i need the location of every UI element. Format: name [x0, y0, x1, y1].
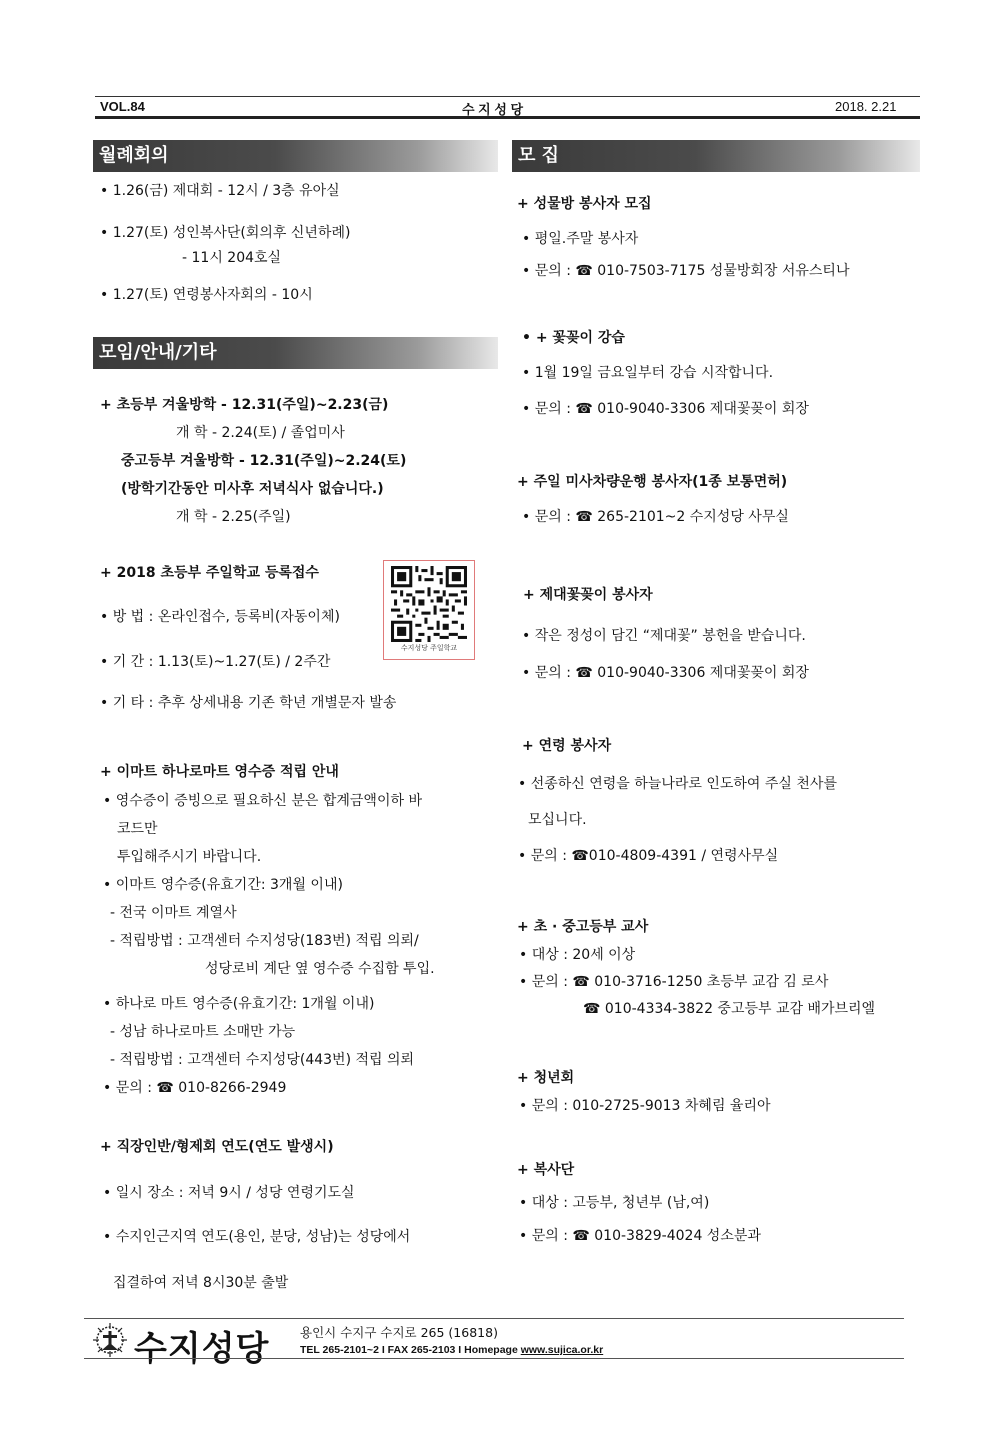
yeondo-heading: + 직장인반/형제회 연도(연도 발생시): [100, 1139, 334, 1155]
header-bottom-rule: [95, 116, 920, 119]
altar-flower-heading: + 제대꽃꽂이 봉사자: [523, 587, 653, 603]
header-top-rule: [95, 96, 920, 97]
section-meeting-title: 월례회의: [93, 140, 498, 172]
winter-no-dinner: (방학기간동안 미사후 저녁식사 없습니다.): [121, 481, 384, 497]
altar-server-contact: • 문의 : ☎ 010-3829-4024 성소분과: [519, 1228, 761, 1244]
contact-phone-fax: TEL 265-2101~2 I FAX 265-2103 I Homepage: [300, 1344, 521, 1356]
winter-middle-high-open: 개 학 - 2.25(주일): [176, 509, 291, 525]
parish-contact: [300, 1344, 603, 1356]
parish-logo-text: 수지성당: [134, 1329, 270, 1369]
parish-address: 용인시 수지구 수지로 265 (16818): [300, 1325, 498, 1340]
flower-class-heading: • + 꽃꽂이 강습: [522, 330, 625, 346]
altar-flower-line: • 작은 정성이 담긴 “제대꽃” 봉헌을 받습니다.: [522, 628, 806, 644]
receipt-emart: • 이마트 영수증(유효기간: 3개월 이내): [103, 877, 343, 893]
teacher-target: • 대상 : 20세 이상: [519, 947, 636, 963]
receipt-contact: • 문의 : ☎ 010-8266-2949: [103, 1080, 287, 1096]
flower-class-contact: • 문의 : ☎ 010-9040-3306 제대꽃꽂이 회장: [522, 401, 809, 417]
issue-date: 2018. 2.21: [835, 99, 897, 114]
altar-server-heading: + 복사단: [517, 1162, 575, 1178]
parish-emblem-icon: [92, 1322, 128, 1362]
section-notice-title: 모임/안내/기타: [93, 337, 498, 369]
meeting-line-3: - 11시 204호실: [182, 250, 282, 266]
receipt-line-3: 투입해주시기 바랍니다.: [117, 849, 262, 865]
qr-code-icon: [390, 566, 468, 642]
funeral-contact: • 문의 : ☎010-4809-4391 / 연령사무실: [518, 848, 779, 864]
receipt-line-2: 코드만: [117, 821, 158, 837]
receipt-emart-method-2: 성당로비 계단 옆 영수증 수집함 투입.: [205, 961, 435, 977]
sunday-school-period: • 기 간 : 1.13(토)~1.27(토) / 2주간: [100, 654, 331, 670]
funeral-heading: + 연령 봉사자: [522, 738, 612, 754]
qr-caption: 수지성당 주일학교: [400, 644, 458, 652]
winter-elementary-open: 개 학 - 2.24(토) / 졸업미사: [176, 425, 345, 441]
yeondo-time-place: • 일시 장소 : 저녁 9시 / 성당 연령기도실: [103, 1185, 355, 1201]
homepage-link[interactable]: www.sujica.or.kr: [520, 1344, 604, 1356]
newsletter-title: 수 지 성 당: [462, 102, 524, 117]
receipt-emart-scope: - 전국 이마트 계열사: [110, 905, 237, 921]
receipt-hanaro: • 하나로 마트 영수증(유효기간: 1개월 이내): [103, 996, 375, 1012]
flower-class-line: • 1월 19일 금요일부터 강습 시작합니다.: [522, 365, 774, 381]
yeondo-departure: 집결하여 저녁 8시30분 출발: [113, 1275, 289, 1291]
driver-contact: • 문의 : ☎ 265-2101~2 수지성당 사무실: [522, 509, 789, 525]
teacher-contact-1: • 문의 : ☎ 010-3716-1250 초등부 교감 김 로사: [519, 974, 829, 990]
footer-top-rule: [84, 1318, 904, 1319]
funeral-line-1: • 선종하신 연령을 하늘나라로 인도하여 주실 천사를: [518, 776, 837, 792]
qr-code-card[interactable]: [383, 560, 475, 660]
volume-number: VOL.84: [100, 99, 145, 114]
funeral-line-2: 모십니다.: [528, 812, 587, 828]
sunday-school-etc: • 기 타 : 추후 상세내용 기존 학년 개별문자 발송: [100, 695, 397, 711]
meeting-line-2: • 1.27(토) 성인복사단(회의후 신년하례): [100, 225, 351, 241]
receipt-emart-method: - 적립방법 : 고객센터 수지성당(183번) 적립 의뢰/: [110, 933, 419, 949]
altar-server-target: • 대상 : 고등부, 청년부 (남,여): [519, 1195, 710, 1211]
section-recruit-title: 모 집: [512, 140, 920, 172]
winter-elementary: + 초등부 겨울방학 - 12.31(주일)~2.23(금): [100, 397, 389, 413]
recruit-goods-heading: + 성물방 봉사자 모집: [517, 196, 652, 212]
youth-heading: + 청년회: [517, 1070, 575, 1086]
footer-bottom-rule: [84, 1358, 904, 1359]
youth-contact: • 문의 : 010-2725-9013 차혜림 율리아: [519, 1098, 771, 1114]
teacher-heading: + 초 · 중고등부 교사: [517, 919, 649, 935]
sunday-school-heading: + 2018 초등부 주일학교 등록접수: [100, 565, 319, 581]
receipt-hanaro-method: - 적립방법 : 고객센터 수지성당(443번) 적립 의뢰: [110, 1052, 415, 1068]
receipt-heading: + 이마트 하나로마트 영수증 적립 안내: [100, 764, 339, 780]
winter-middle-high: 중고등부 겨울방학 - 12.31(주일)~2.24(토): [121, 453, 407, 469]
yeondo-nearby: • 수지인근지역 연도(용인, 분당, 성남)는 성당에서: [103, 1229, 411, 1245]
meeting-line-1: • 1.26(금) 제대회 - 12시 / 3층 유아실: [100, 183, 340, 199]
recruit-goods-contact: • 문의 : ☎ 010-7503-7175 성물방회장 서유스티나: [522, 263, 850, 279]
receipt-hanaro-scope: - 성남 하나로마트 소매만 가능: [110, 1024, 296, 1040]
driver-heading: + 주일 미사차량운행 봉사자(1종 보통면허): [517, 474, 788, 490]
altar-flower-contact: • 문의 : ☎ 010-9040-3306 제대꽃꽂이 회장: [522, 665, 809, 681]
teacher-contact-2: ☎ 010-4334-3822 중고등부 교감 배가브리엘: [583, 1001, 876, 1017]
recruit-goods-line: • 평일.주말 봉사자: [522, 231, 639, 247]
receipt-line-1: • 영수증이 증빙으로 필요하신 분은 합계금액이하 바: [103, 793, 422, 809]
sunday-school-method: • 방 법 : 온라인접수, 등록비(자동이체): [100, 609, 340, 625]
meeting-line-4: • 1.27(토) 연령봉사자회의 - 10시: [100, 287, 313, 303]
